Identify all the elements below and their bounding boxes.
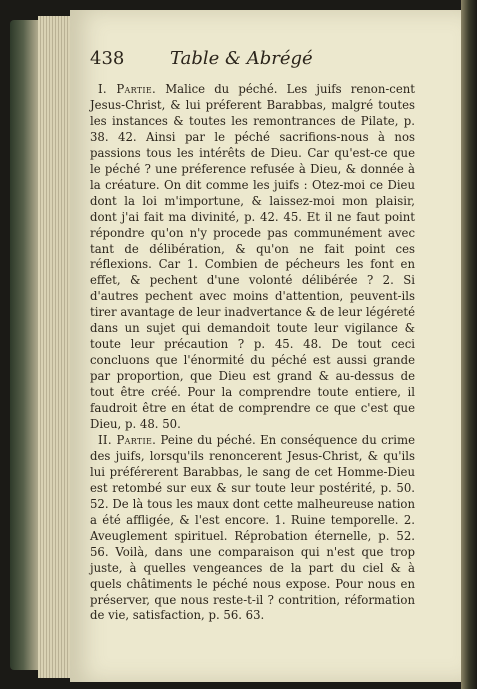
paragraph-text: Peine du péché. En conséquence du crime des juifs, lorsqu'ils renoncerent Jesus-Christ, & qu'ils lui préférerent Barabbas, le sang de cet Homme-Dieu est retombé sur eux & sur toute leur postérité, p. 50. 52. De là tous les maux dont cette malheureuse nation a été affligée, & l'est encore. 1. Ruine temporelle. 2. Aveuglement spirituel. Réprobation éternelle, p. 52. 56. Voilà, dans une comparaison qui n'est que trop juste, à quelles vengeances de la part du ciel & à quels châtiments le péché nous expose. Pour nous en préserver, que nous reste-t-il ? contrition, réformation de vie, satisfaction, p. 56. 63.	[90, 432, 415, 623]
paragraph-part-1	[90, 82, 415, 433]
page-number: 438	[90, 48, 125, 69]
paragraph-part-2	[90, 433, 415, 624]
part-heading: II. Partie.	[98, 432, 157, 447]
part-heading: I. Partie.	[98, 82, 157, 96]
book-binding	[461, 0, 477, 689]
body-text	[90, 82, 415, 624]
running-title: Table & Abrégé	[170, 48, 313, 69]
page-header	[90, 48, 375, 76]
paragraph-text: Malice du péché. Les juifs renon-cent Jesus-Christ, & lui préferent Barabbas, malgré toutes les instances & toutes les remontrances de Pilate, p. 38. 42. Ainsi par le péché sacrifions-nous à nos passions tous les intérêts de Dieu. Car qu'est-ce que le péché ? une préference refusée à Dieu, & donnée à la créature. On dit comme les juifs : Otez-moi ce Dieu dont la loi m'importune, & laissez-moi mon plaisir, dont j'ai fait ma divinité, p. 42. 45. Et il ne faut point répondre qu'on n'y procede pas communément avec tant de délibération, & qu'on ne fait point ces réflexions. Car 1. Combien de pécheurs les font en effet, & pechent d'une volonté délibérée ? 2. Si d'autres pechent avec moins d'attention, peuvent-ils tirer avantage de leur inadvertance & de leur légéreté dans un sujet qui demandoit toute leur vigilance & toute leur précaution ? p. 45. 48. De tout ceci concluons que l'énormité du péché est aussi grande par proportion, que Dieu est grand & au-dessus de tout être créé. Pour la comprendre toute entiere, il faudroit être en état de comprendre ce que c'est que Dieu, p. 48. 50.	[90, 82, 415, 432]
